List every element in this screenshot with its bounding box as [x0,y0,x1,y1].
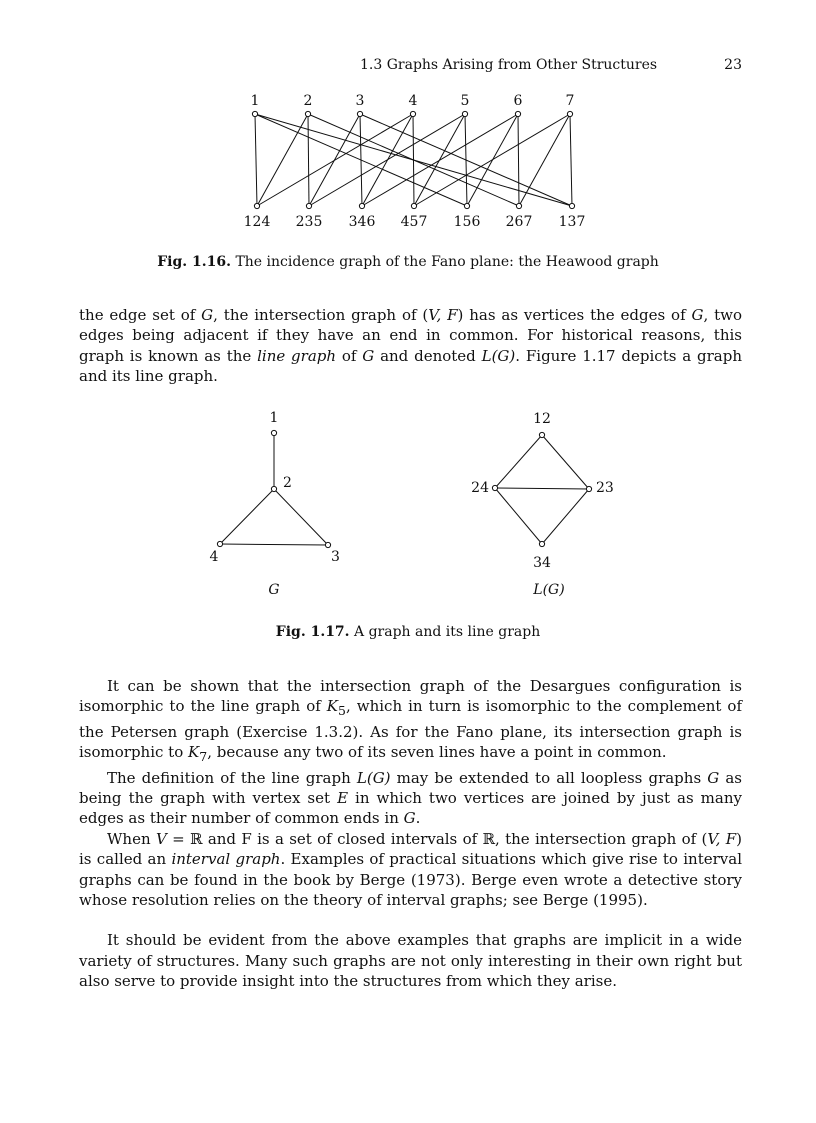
g-edge-2-3 [274,489,328,545]
top-vertex-label: 6 [513,93,523,109]
text-run: as being the graph with vertex set [79,768,742,808]
figure-116-caption [0,254,816,270]
math-subscript: 5 [338,703,346,719]
text-run: the edge set of [79,306,202,324]
incidence-edge [308,114,309,206]
text-run: . Examples of practical situations which give rise to interval graphs can be found in the book by Berge (1973). Berge even wrote a detective story whose resolution relies on the theory of interval graphs; see Berge (1995). [79,850,742,910]
lg-edge-12-23 [542,435,589,489]
running-header-title: 1.3 Graphs Arising from Other Structures [360,57,658,73]
math-subscript: 7 [199,749,208,765]
text-run: It can be shown that the intersection graph of the Desargues configuration is isomorphic to the line graph of [79,677,742,716]
g-edge-4-3 [220,544,328,545]
text-run: = ℝ and F is a set of closed intervals of ℝ, the intersection graph of ( [166,829,708,848]
math-var: G [691,306,704,324]
point-vertex [567,111,572,116]
paragraph-line-graph-definition [79,768,742,829]
figure-117-label: Fig. 1.17. [275,624,350,640]
incidence-edge [309,114,360,206]
lg-edge-24-23 [495,488,589,489]
math-var: V [155,829,167,848]
math-var: K [188,743,200,762]
text-run: in which two vertices are joined by just as many edges as their number of common ends in [79,789,742,828]
line-vertex [569,203,574,208]
text-run: , two edges being adjacent if they have an end in common. For historical reasons, this graph is known as the [79,306,743,365]
line-vertex [464,203,469,208]
g-vertex-label: 3 [331,549,340,565]
incidence-edge [518,114,519,206]
bottom-vertex-label: 235 [295,214,323,230]
lg-vertex-label: 23 [596,480,614,496]
emphasis-term: interval graph [171,850,281,869]
incidence-edge [360,114,572,206]
math-var: L(G) [356,768,391,787]
text-run: . [415,809,421,828]
text-run: ) is called an [79,829,743,869]
g-vertex-label: 2 [283,475,292,491]
lg-edge-12-24 [495,435,542,488]
bottom-vertex-label: 267 [505,214,533,230]
heawood-graph-figure [0,90,816,230]
figure-116-caption-text: The incidence graph of the Fano plane: the Heawood graph [235,254,659,270]
page-number: 23 [724,57,742,73]
bottom-vertex-label: 137 [558,214,586,230]
bottom-vertex-label: 124 [243,214,271,230]
body-text-block [79,676,742,992]
lg-vertex [539,541,544,546]
emphasis-term: line graph [257,346,337,365]
incidence-edge [255,114,257,206]
point-vertex [410,111,415,116]
math-var: E [337,789,349,808]
g-vertex [325,542,330,547]
top-vertex-label: 2 [303,93,313,109]
text-run: . Figure 1.17 depicts a graph and its line graph. [79,346,742,386]
lg-vertex [492,485,497,490]
figure-116-label: Fig. 1.16. [157,254,231,270]
lg-vertex-label: 24 [471,480,489,496]
g-vertex [271,486,276,491]
g-vertex-label: 1 [269,410,279,426]
text-run: of [336,346,363,365]
incidence-edge [570,114,572,206]
lg-edge-23-34 [542,489,589,544]
g-edge-2-4 [220,489,274,544]
text-run: , the intersection graph of ( [213,306,429,324]
line-vertex [359,203,364,208]
line-vertex [306,203,311,208]
line-vertex [254,203,259,208]
lg-vertex-label: 12 [533,411,551,427]
point-vertex [357,111,362,116]
incidence-edge [255,114,467,206]
text-run: ) has as vertices the edges of [457,306,692,324]
point-vertex [252,111,257,116]
lg-vertex [586,486,591,491]
math-var: G [403,809,416,828]
g-graph-name: G [268,582,280,598]
point-vertex [515,111,520,116]
lg-edge-24-34 [495,488,542,544]
top-vertex-label: 1 [250,93,260,109]
math-var: G [707,768,720,787]
math-var: K [326,697,339,716]
paragraph-desargues [79,676,742,768]
bottom-vertex-label: 457 [400,214,428,230]
bottom-vertex-label: 346 [348,214,376,230]
top-vertex-label: 5 [460,93,470,109]
g-vertex [271,430,276,435]
text-run: When [107,829,156,848]
top-vertex-label: 3 [355,93,365,109]
math-var: G [362,346,375,365]
text-run: and denoted [374,346,482,365]
math-var: L(G) [481,346,516,365]
lg-graph-name: L(G) [533,582,565,598]
line-vertex [411,203,416,208]
incidence-edge [519,114,570,206]
line-graph-figure [0,405,816,605]
math-var: V, F [428,306,458,324]
text-run: may be extended to all loopless graphs [390,768,708,787]
figure-117-caption-text: A graph and its line graph [354,624,541,640]
heawood-edges [255,114,572,206]
paragraph-conclusion: It should be evident from the above examples that graphs are implicit in a wide variety of structures. Many such graphs are not only interesting in their own right but also serve to provide insight into the structures from which they arise. [79,931,742,991]
math-var: V, F [707,829,737,848]
point-vertex [462,111,467,116]
text-run: The definition of the line graph [107,768,357,787]
lg-vertex-label: 34 [533,555,551,571]
incidence-edge [257,114,308,206]
top-vertex-label: 7 [565,93,575,109]
figure-117-caption [0,624,816,640]
bottom-vertex-label: 156 [453,214,481,230]
paragraph-interval-graph [79,829,742,911]
line-vertex [516,203,521,208]
top-vertex-label: 4 [408,93,418,109]
lg-vertex [539,432,544,437]
incidence-edge [414,114,465,206]
text-run: , because any two of its seven lines have a point in common. [207,743,667,762]
g-vertex-label: 4 [209,549,219,565]
math-var: G [201,306,214,324]
incidence-edge [362,114,413,206]
text-run: , which in turn is isomorphic to the complement of the Petersen graph (Exercise 1.3.2). As for the Fano plane, its intersection graph is isomorphic to [79,697,742,762]
incidence-edge [467,114,518,206]
g-vertex [217,541,222,546]
paragraph-line-graph-intro [79,305,742,387]
point-vertex [305,111,310,116]
